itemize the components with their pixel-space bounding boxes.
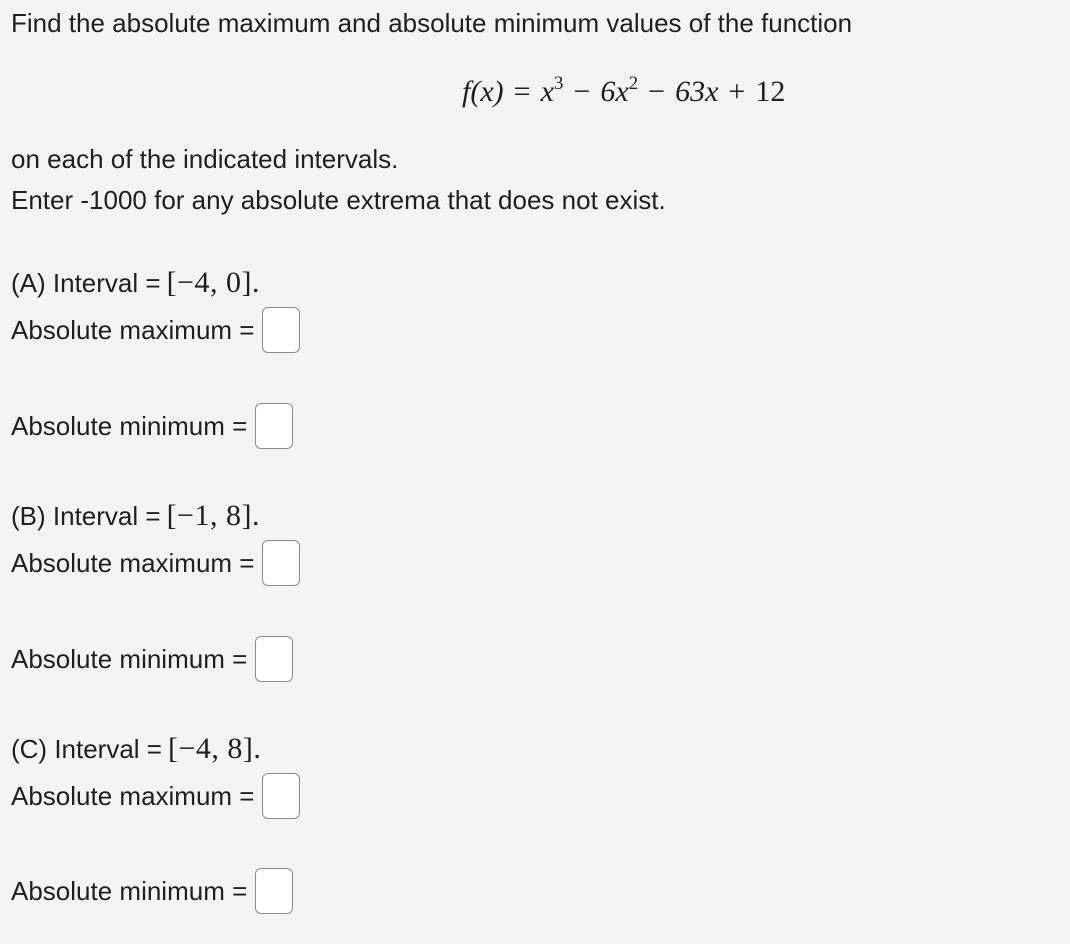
- problem-intro: Find the absolute maximum and absolute minimum values of the function: [11, 8, 853, 38]
- part-b-interval-math: [−1, 8].: [166, 499, 260, 532]
- part-b-interval: [11, 498, 260, 534]
- formula-lhs: f(x): [462, 75, 504, 108]
- part-b-min-row: [11, 636, 293, 682]
- problem-line-2: on each of the indicated intervals.: [11, 144, 399, 174]
- part-a-max-label: Absolute maximum =: [11, 314, 255, 345]
- part-a-interval: [11, 265, 260, 301]
- part-c-interval-label: (C) Interval =: [11, 734, 162, 764]
- part-a-max-row: [11, 307, 300, 353]
- part-b-min-input[interactable]: [255, 636, 293, 682]
- problem-instructions: Enter -1000 for any absolute extrema that does not exist.: [11, 185, 666, 215]
- part-b-max-input[interactable]: [262, 540, 300, 586]
- part-c-interval-math: [−4, 8].: [168, 732, 262, 765]
- part-a-min-label: Absolute minimum =: [11, 410, 248, 441]
- formula-term-2: 6x: [600, 75, 629, 108]
- part-c-min-input[interactable]: [255, 868, 293, 914]
- formula-plus: +: [728, 75, 746, 108]
- formula-equals: =: [513, 75, 531, 108]
- part-a-min-input[interactable]: [255, 403, 293, 449]
- part-b-max-row: [11, 540, 300, 586]
- part-c-max-input[interactable]: [262, 773, 300, 819]
- part-c-max-label: Absolute maximum =: [11, 780, 255, 811]
- formula-minus-2: −: [648, 75, 666, 108]
- part-a-min-row: [11, 403, 293, 449]
- part-c-min-row: [11, 868, 293, 914]
- part-a-interval-math: [−4, 0].: [166, 266, 260, 299]
- part-a-interval-label: (A) Interval =: [11, 268, 161, 298]
- function-formula: [462, 72, 785, 112]
- formula-minus-1: −: [573, 75, 591, 108]
- part-a-max-input[interactable]: [262, 307, 300, 353]
- formula-term-1-exponent: 3: [553, 73, 564, 94]
- part-c-max-row: [11, 773, 300, 819]
- part-b-interval-label: (B) Interval =: [11, 501, 161, 531]
- part-c-min-label: Absolute minimum =: [11, 875, 248, 906]
- formula-term-4: 12: [755, 75, 786, 108]
- part-b-min-label: Absolute minimum =: [11, 643, 248, 674]
- formula-term-2-exponent: 2: [628, 73, 639, 94]
- formula-term-3: 63x: [675, 75, 719, 108]
- part-b-max-label: Absolute maximum =: [11, 547, 255, 578]
- formula-term-1: x: [540, 75, 554, 108]
- part-c-interval: [11, 731, 261, 767]
